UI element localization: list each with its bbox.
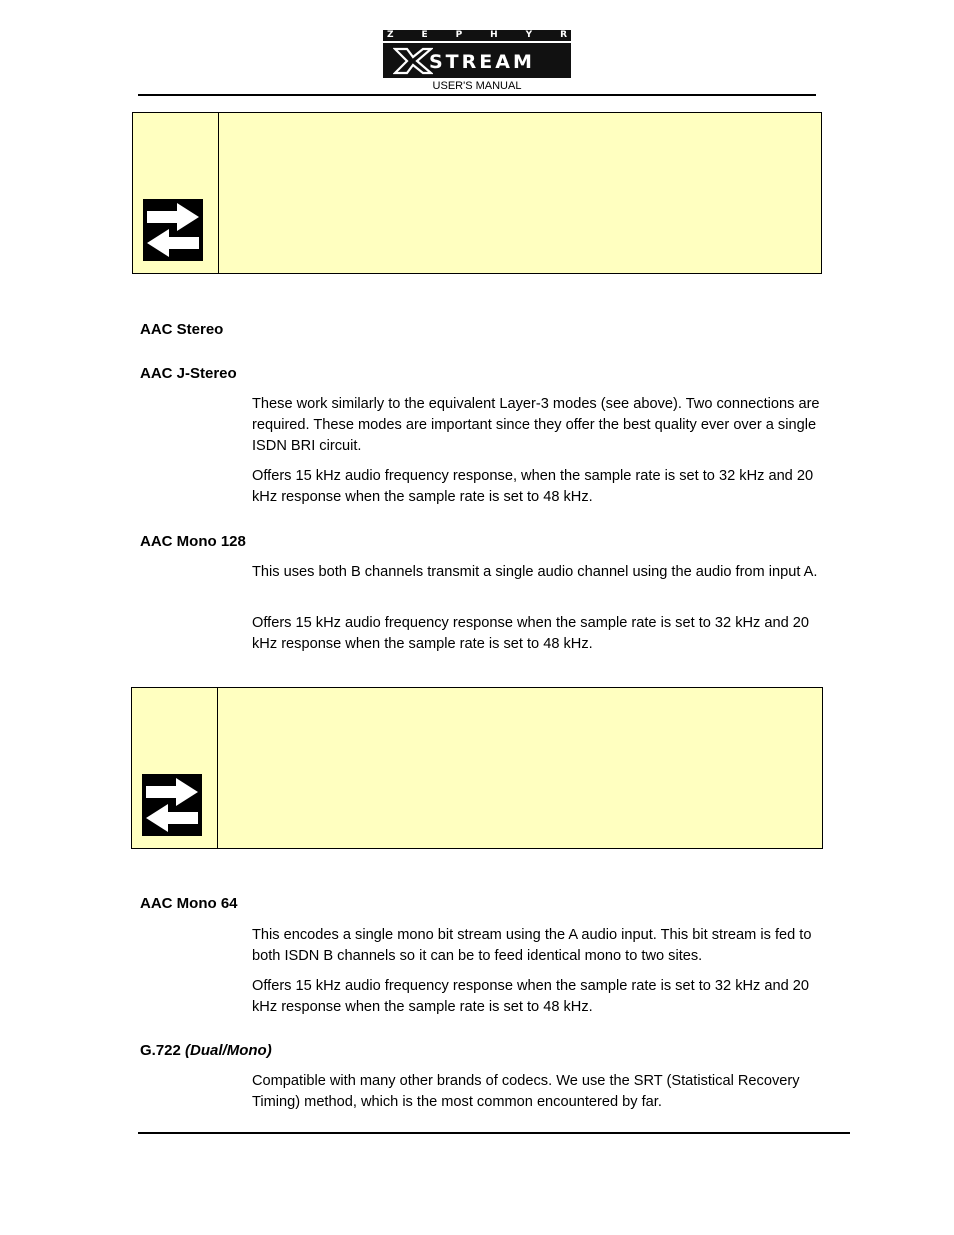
section-heading-aac-stereo: AAC Stereo xyxy=(140,321,224,338)
zephyr-xstream-logo xyxy=(383,30,571,78)
swap-arrows-icon xyxy=(143,199,203,261)
logo-letter: E xyxy=(421,30,428,40)
paragraph: These work similarly to the equivalent Layer-3 modes (see above). Two connections are required. These modes are important since they offer the best quality ever over a single ISDN BRI circuit. xyxy=(252,396,820,454)
section-heading-aac-j-stereo: AAC J-Stereo xyxy=(140,365,237,382)
paragraph: Offers 15 kHz audio frequency response when the sample rate is set to 32 kHz and 20 kHz response when the sample rate is set to 48 kHz. xyxy=(252,978,810,1015)
logo-letter: P xyxy=(455,30,463,40)
paragraph: Compatible with many other brands of codecs. We use the SRT (Statistical Recovery Timing) method, which is the most common encountered by far. xyxy=(252,1073,800,1110)
logo-letter: H xyxy=(490,30,498,40)
logo-letter-row xyxy=(383,30,571,43)
manual-label: USER'S MANUAL xyxy=(432,80,522,92)
paragraph: Offers 15 kHz audio frequency response, when the sample rate is set to 32 kHz and 20 kHz response when the sample rate is set to 48 kHz. xyxy=(252,468,814,505)
logo-letter: Y xyxy=(525,30,533,40)
swap-arrows-icon xyxy=(142,774,202,836)
section-heading-aac-mono-128: AAC Mono 128 xyxy=(140,533,246,550)
heading-text: G.722 xyxy=(140,1042,181,1059)
note-divider xyxy=(217,688,218,848)
paragraph: Offers 15 kHz audio frequency response when the sample rate is set to 32 kHz and 20 kHz response when the sample rate is set to 48 kHz. xyxy=(252,615,810,652)
paragraph: This encodes a single mono bit stream using the A audio input. This bit stream is fed to both ISDN B channels so it can be to feed identical mono to two sites. xyxy=(252,927,812,964)
header-rule xyxy=(138,94,816,96)
logo-x-icon xyxy=(393,47,433,75)
logo-letter: Z xyxy=(387,30,394,40)
section-heading-g722 xyxy=(140,1042,272,1060)
note-box xyxy=(132,112,822,274)
paragraph: This uses both B channels transmit a single audio channel using the audio from input A. xyxy=(252,564,818,580)
note-divider xyxy=(218,113,219,273)
section-heading-aac-mono-64: AAC Mono 64 xyxy=(140,895,238,912)
logo-letter: R xyxy=(560,30,567,40)
logo-word: STREAM xyxy=(429,51,535,73)
footer-rule xyxy=(138,1132,850,1134)
logo-main xyxy=(383,45,571,78)
note-box xyxy=(131,687,823,849)
heading-italic-text: (Dual/Mono) xyxy=(185,1042,272,1059)
